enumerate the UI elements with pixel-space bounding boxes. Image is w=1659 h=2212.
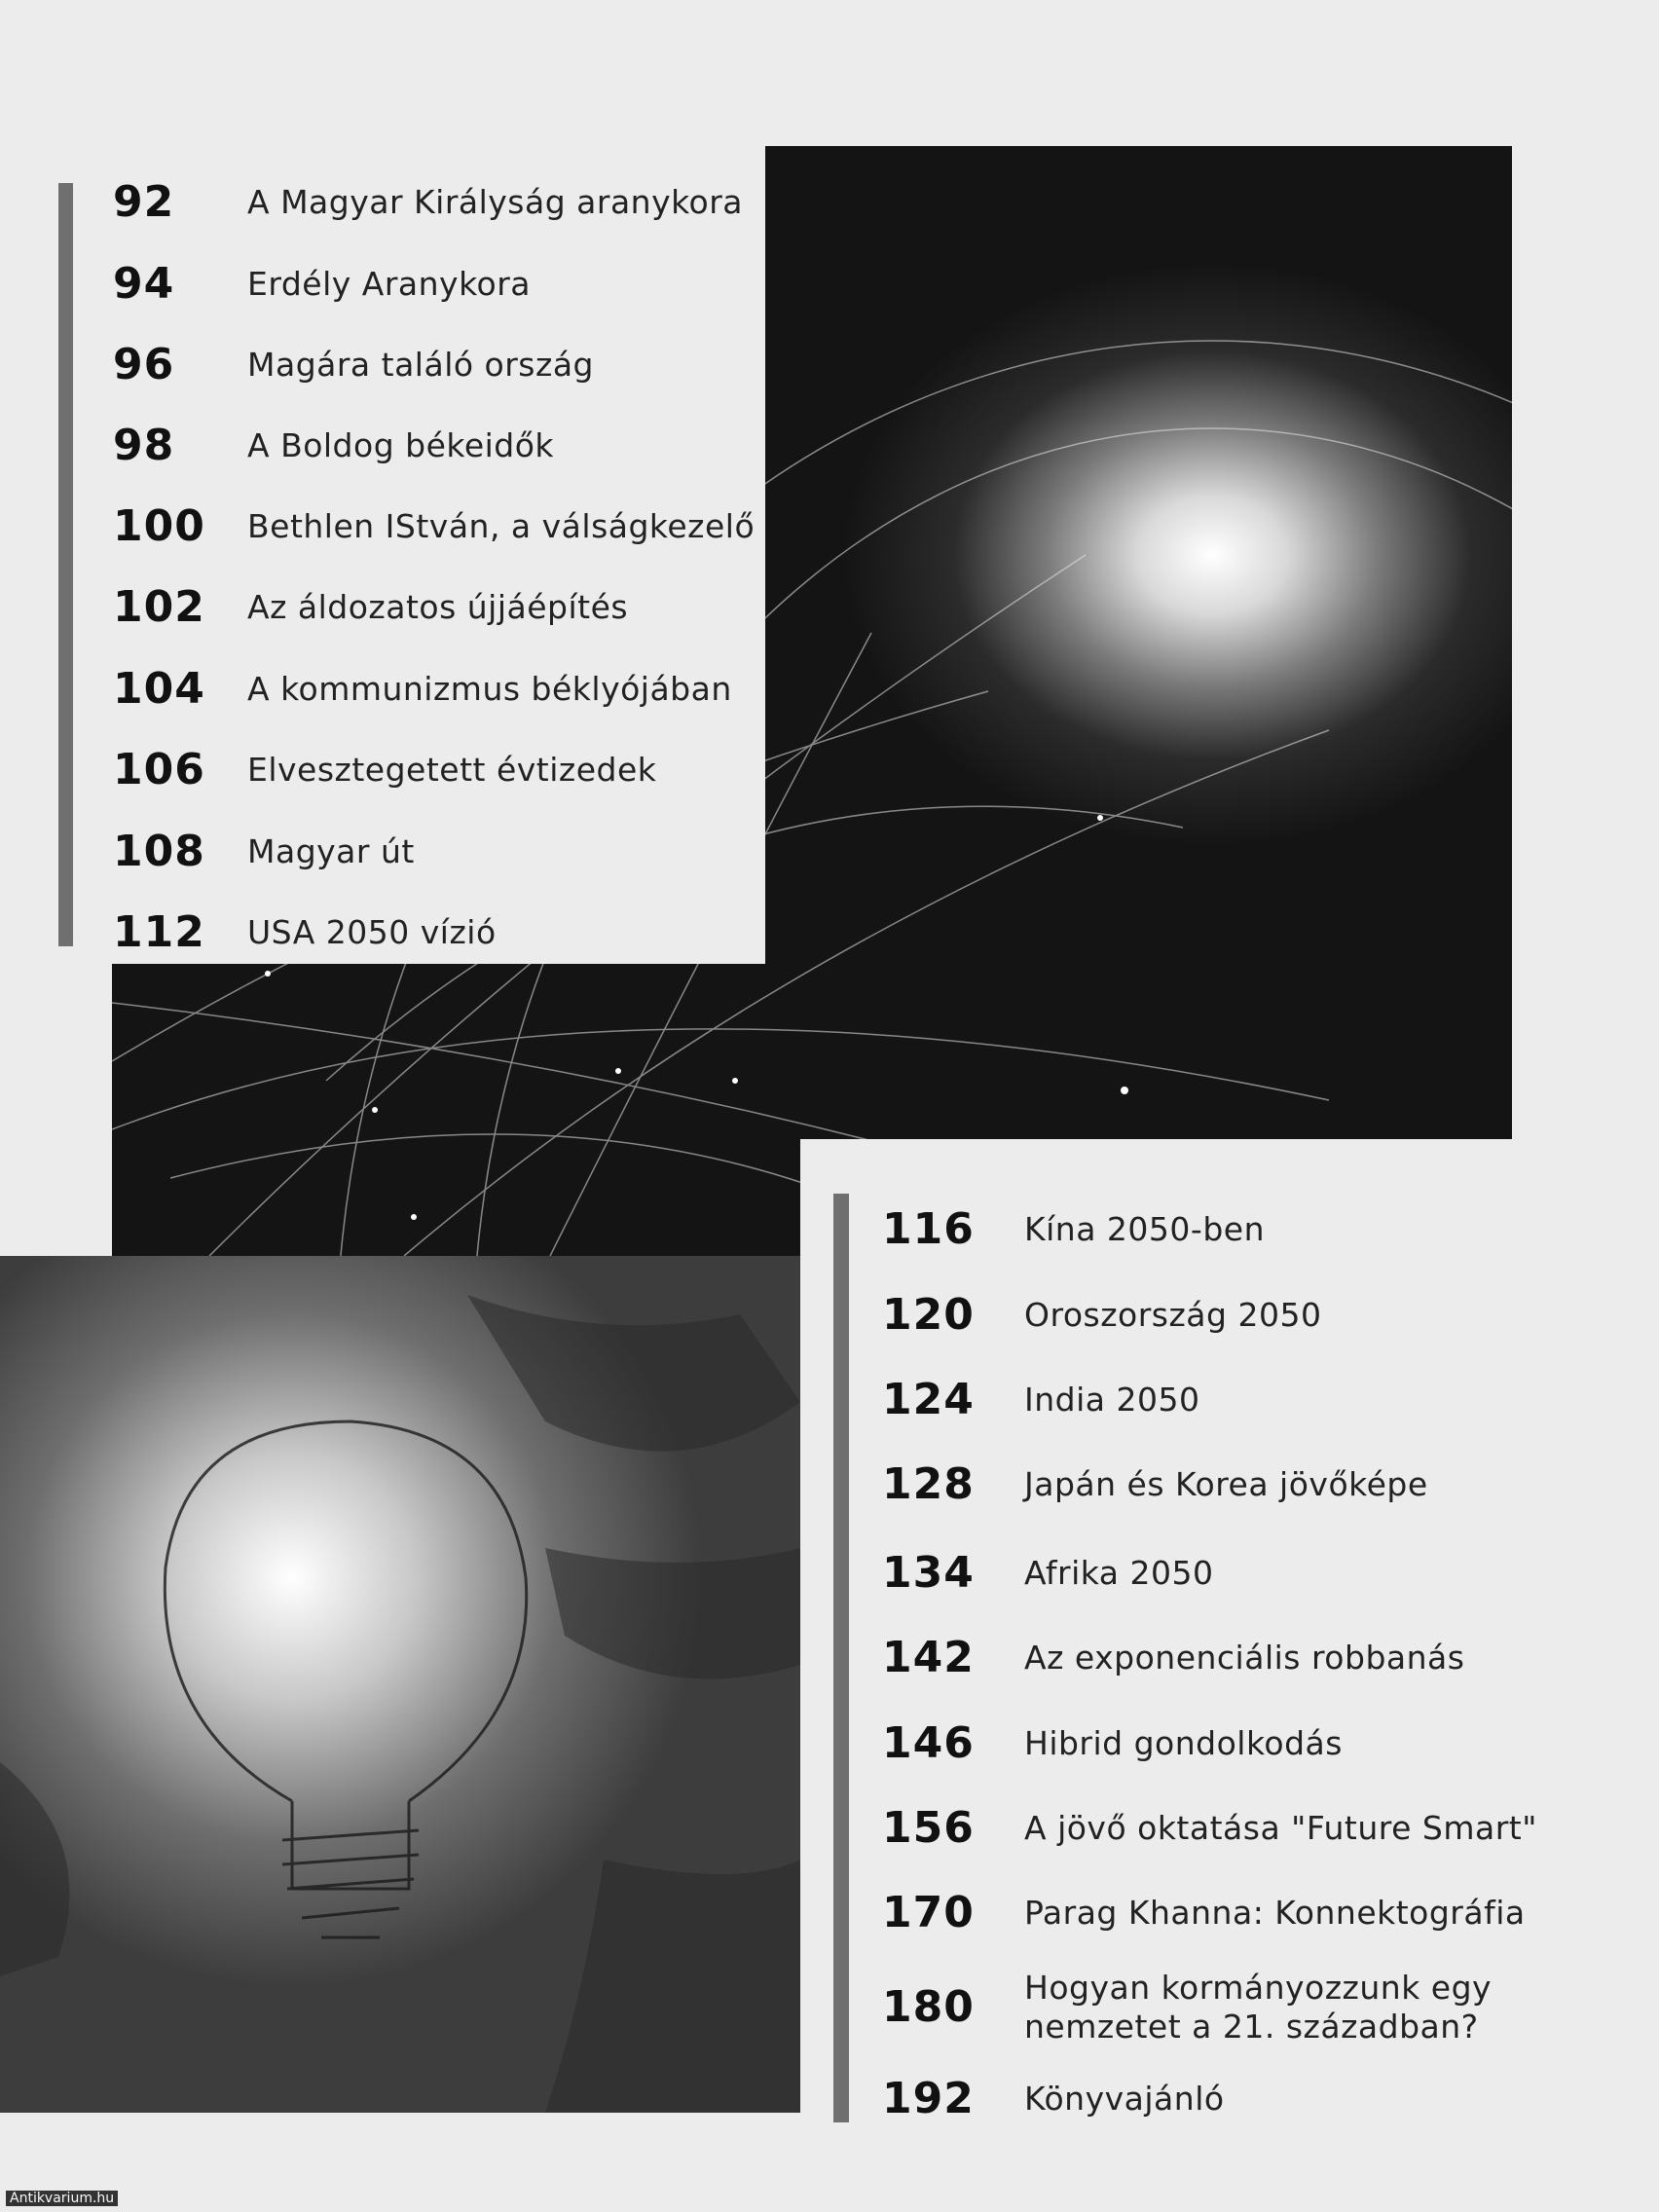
- toc-page-number: 104: [113, 664, 205, 714]
- toc-entry-title: Magyar út: [247, 831, 415, 870]
- toc-page-number: 192: [882, 2074, 975, 2123]
- toc-page-number: 134: [882, 1548, 975, 1598]
- toc-entry-title: Parag Khanna: Konnektográfia: [1024, 1893, 1526, 1932]
- toc-entry-title: Hogyan kormányozzunk egy nemzetet a 21. században?: [1024, 1969, 1493, 2046]
- toc-entry-title: Oroszország 2050: [1024, 1295, 1322, 1334]
- toc-entry-title: Japán és Korea jövőképe: [1024, 1464, 1428, 1503]
- toc-page-number: 124: [882, 1375, 975, 1424]
- toc-entry-title: Afrika 2050: [1024, 1553, 1214, 1592]
- toc-entry-title: Elvesztegetett évtizedek: [247, 750, 657, 789]
- toc-page-number: 146: [882, 1718, 975, 1768]
- page-margin-bottom: [0, 2113, 800, 2212]
- toc-entry[interactable]: [882, 1969, 1530, 2046]
- lightbulb-illustration: [0, 1256, 800, 2113]
- toc-entry-title: Az áldozatos újjáépítés: [247, 587, 629, 626]
- toc-entry-title: A jövő oktatása "Future Smart": [1024, 1808, 1537, 1847]
- toc-entry[interactable]: [113, 907, 497, 957]
- toc-entry[interactable]: [113, 501, 755, 551]
- toc-entry-title: Magára találó ország: [247, 345, 594, 384]
- toc-accent-bar-bottom: [833, 1194, 849, 2122]
- toc-page-number: 98: [113, 421, 175, 470]
- toc-entry[interactable]: [113, 421, 554, 470]
- toc-page-number: 156: [882, 1803, 975, 1853]
- toc-entry[interactable]: [113, 664, 732, 714]
- toc-entry[interactable]: [113, 745, 656, 794]
- toc-page-number: 142: [882, 1633, 975, 1682]
- toc-entry[interactable]: [113, 259, 531, 309]
- toc-entry-title: Hibrid gondolkodás: [1024, 1723, 1343, 1762]
- toc-entry[interactable]: [882, 1459, 1428, 1509]
- toc-entry[interactable]: [882, 1548, 1213, 1598]
- toc-entry-title: A Magyar Királyság aranykora: [247, 182, 744, 221]
- toc-page-number: 102: [113, 582, 205, 632]
- toc-entry[interactable]: [113, 827, 415, 876]
- toc-page-number: 170: [882, 1888, 975, 1937]
- toc-entry-title: Erdély Aranykora: [247, 264, 531, 303]
- toc-entry[interactable]: [882, 1888, 1526, 1937]
- toc-page-number: 92: [113, 177, 175, 227]
- toc-entry[interactable]: [113, 340, 594, 389]
- toc-page-number: 120: [882, 1290, 975, 1340]
- toc-entry[interactable]: [882, 1290, 1321, 1340]
- toc-page-number: 112: [113, 907, 205, 957]
- toc-page-number: 106: [113, 745, 205, 794]
- toc-entry[interactable]: [113, 177, 743, 227]
- toc-entry[interactable]: [882, 1633, 1464, 1682]
- toc-page-number: 180: [882, 1982, 975, 2033]
- toc-entry-title: India 2050: [1024, 1380, 1200, 1419]
- page-margin-right: [1512, 146, 1659, 1139]
- toc-page-number: 108: [113, 827, 205, 876]
- toc-entry[interactable]: [882, 1803, 1537, 1853]
- toc-entry-title: Könyvajánló: [1024, 2079, 1225, 2118]
- lightbulb-graphic: [0, 1256, 800, 2113]
- toc-page-number: 96: [113, 340, 175, 389]
- toc-entry[interactable]: [882, 1204, 1265, 1254]
- page-margin-left: [0, 964, 112, 1256]
- toc-page-number: 100: [113, 501, 205, 551]
- toc-entry-title: Az exponenciális robbanás: [1024, 1638, 1465, 1677]
- toc-entry-title: USA 2050 vízió: [247, 912, 497, 951]
- toc-entry-title: A kommunizmus béklyójában: [247, 669, 732, 708]
- toc-accent-bar-top: [58, 183, 73, 946]
- toc-entry[interactable]: [882, 2074, 1225, 2123]
- toc-entry[interactable]: [882, 1718, 1343, 1768]
- toc-page-number: 94: [113, 259, 175, 309]
- page-margin-top: [0, 0, 1659, 146]
- watermark-text: Antikvarium.hu: [6, 2191, 118, 2206]
- toc-entry-title: Kína 2050-ben: [1024, 1209, 1265, 1248]
- toc-entry-title: A Boldog békeidők: [247, 425, 555, 464]
- toc-entry-title: Bethlen IStván, a válságkezelő: [247, 506, 756, 545]
- toc-page-number: 116: [882, 1204, 975, 1254]
- toc-entry[interactable]: [113, 582, 628, 632]
- toc-page-number: 128: [882, 1459, 975, 1509]
- toc-entry[interactable]: [882, 1375, 1199, 1424]
